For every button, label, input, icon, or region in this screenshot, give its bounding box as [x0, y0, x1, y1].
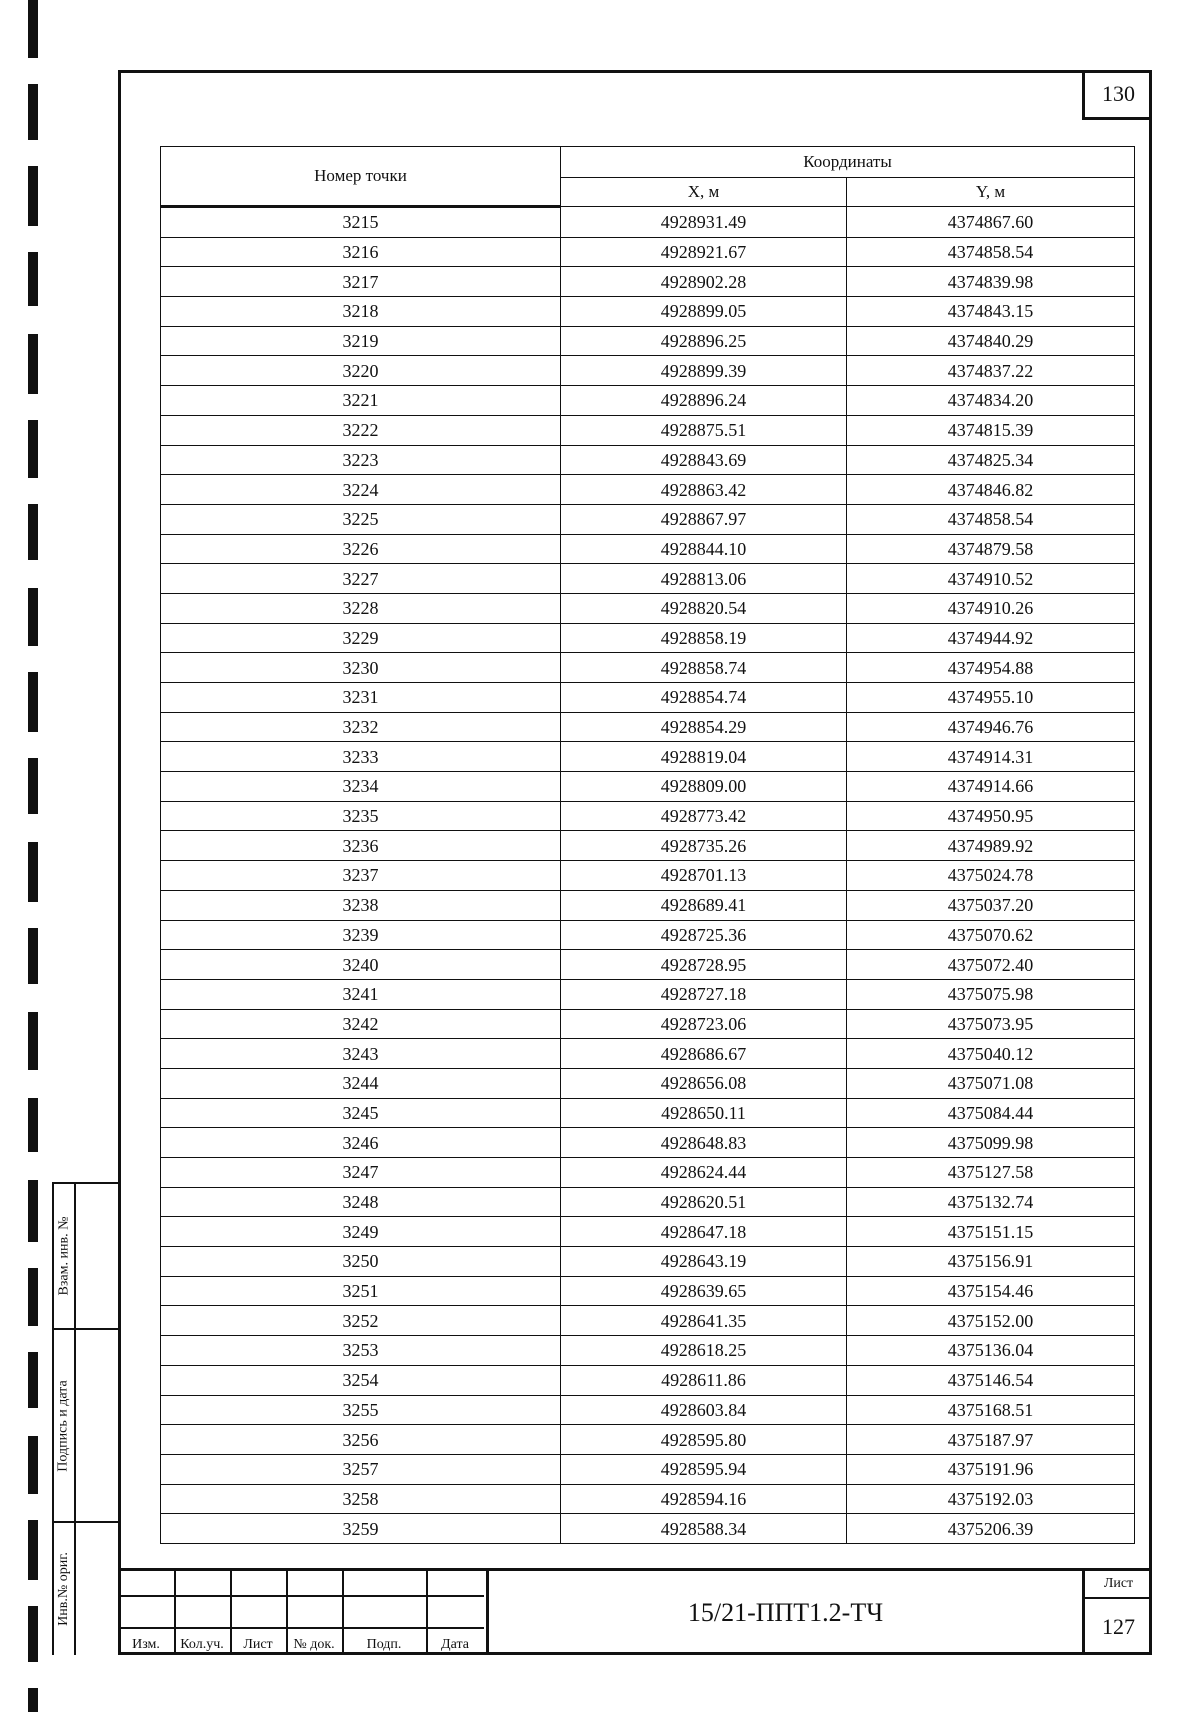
x-coordinate-cell: 4928854.29: [561, 712, 847, 742]
y-coordinate-cell: 4374914.66: [847, 772, 1135, 802]
x-coordinate-cell: 4928735.26: [561, 831, 847, 861]
table-row: [161, 950, 1135, 980]
tb-label-date: Дата: [441, 1637, 469, 1652]
strip-replaced-inv: [52, 1182, 118, 1328]
table-row: [161, 1217, 1135, 1247]
y-coordinate-cell: 4374946.76: [847, 712, 1135, 742]
y-coordinate-cell: 4374910.52: [847, 564, 1135, 594]
point-number-cell: 3238: [161, 890, 561, 920]
y-coordinate-cell: 4375206.39: [847, 1514, 1135, 1544]
table-row: [161, 623, 1135, 653]
point-number-cell: 3229: [161, 623, 561, 653]
x-coordinate-cell: 4928723.06: [561, 1009, 847, 1039]
point-number-cell: 3222: [161, 415, 561, 445]
strip-signature-date: [52, 1328, 118, 1521]
table-row: [161, 356, 1135, 386]
x-coordinate-cell: 4928639.65: [561, 1276, 847, 1306]
x-coordinate-cell: 4928899.05: [561, 297, 847, 327]
table-row: [161, 1158, 1135, 1188]
strip-replaced-inv-label: Взам. инв. №: [56, 1216, 71, 1296]
table-row: [161, 1484, 1135, 1514]
y-coordinate-cell: 4375040.12: [847, 1039, 1135, 1069]
tb-label-count: Кол.уч.: [180, 1637, 224, 1652]
point-number-cell: 3254: [161, 1365, 561, 1395]
point-number-cell: 3253: [161, 1336, 561, 1366]
y-coordinate-cell: 4375192.03: [847, 1484, 1135, 1514]
header-point-number: Номер точки: [161, 147, 561, 207]
sheet-cell: [1082, 1571, 1152, 1655]
point-number-cell: 3243: [161, 1039, 561, 1069]
point-number-cell: 3217: [161, 267, 561, 297]
tb-label-sheet: Лист: [243, 1637, 273, 1652]
table-row: [161, 475, 1135, 505]
tb-label-signature: Подп.: [366, 1637, 402, 1652]
y-coordinate-cell: 4375154.46: [847, 1276, 1135, 1306]
point-number-cell: 3259: [161, 1514, 561, 1544]
table-row: [161, 1514, 1135, 1544]
x-coordinate-cell: 4928603.84: [561, 1395, 847, 1425]
table-row: [161, 1098, 1135, 1128]
x-coordinate-cell: 4928863.42: [561, 475, 847, 505]
table-row: [161, 207, 1135, 238]
x-coordinate-cell: 4928844.10: [561, 534, 847, 564]
x-coordinate-cell: 4928595.94: [561, 1454, 847, 1484]
x-coordinate-cell: 4928896.25: [561, 326, 847, 356]
y-coordinate-cell: 4374914.31: [847, 742, 1135, 772]
page-number-top: 130: [1082, 70, 1152, 120]
header-coordinates: Координаты: [561, 147, 1135, 178]
y-coordinate-cell: 4375136.04: [847, 1336, 1135, 1366]
table-row: [161, 1187, 1135, 1217]
header-y: Y, м: [847, 178, 1135, 207]
y-coordinate-cell: 4375191.96: [847, 1454, 1135, 1484]
x-coordinate-cell: 4928656.08: [561, 1068, 847, 1098]
point-number-cell: 3239: [161, 920, 561, 950]
x-coordinate-cell: 4928820.54: [561, 593, 847, 623]
point-number-cell: 3231: [161, 683, 561, 713]
x-coordinate-cell: 4928648.83: [561, 1128, 847, 1158]
x-coordinate-cell: 4928611.86: [561, 1365, 847, 1395]
x-coordinate-cell: 4928728.95: [561, 950, 847, 980]
y-coordinate-cell: 4375168.51: [847, 1395, 1135, 1425]
strip-signature-date-label: Подпись и дата: [56, 1379, 72, 1472]
point-number-cell: 3232: [161, 712, 561, 742]
point-number-cell: 3223: [161, 445, 561, 475]
y-coordinate-cell: 4374846.82: [847, 475, 1135, 505]
table-row: [161, 1365, 1135, 1395]
point-number-cell: 3233: [161, 742, 561, 772]
x-coordinate-cell: 4928875.51: [561, 415, 847, 445]
point-number-cell: 3224: [161, 475, 561, 505]
y-coordinate-cell: 4375084.44: [847, 1098, 1135, 1128]
table-row: [161, 1068, 1135, 1098]
sheet-label: Лист: [1085, 1571, 1152, 1599]
point-number-cell: 3241: [161, 979, 561, 1009]
x-coordinate-cell: 4928641.35: [561, 1306, 847, 1336]
x-coordinate-cell: 4928921.67: [561, 237, 847, 267]
x-coordinate-cell: 4928843.69: [561, 445, 847, 475]
y-coordinate-cell: 4374955.10: [847, 683, 1135, 713]
point-number-cell: 3226: [161, 534, 561, 564]
table-row: [161, 415, 1135, 445]
sheet-number: 127: [1102, 1614, 1135, 1639]
table-row: [161, 920, 1135, 950]
title-block-revision-grid: [118, 1571, 484, 1655]
point-number-cell: 3228: [161, 593, 561, 623]
x-coordinate-cell: 4928854.74: [561, 683, 847, 713]
point-number-cell: 3230: [161, 653, 561, 683]
point-number-cell: 3218: [161, 297, 561, 327]
point-number-cell: 3234: [161, 772, 561, 802]
table-row: [161, 237, 1135, 267]
x-coordinate-cell: 4928647.18: [561, 1217, 847, 1247]
x-coordinate-cell: 4928899.39: [561, 356, 847, 386]
y-coordinate-cell: 4374989.92: [847, 831, 1135, 861]
table-row: [161, 742, 1135, 772]
y-coordinate-cell: 4374825.34: [847, 445, 1135, 475]
table-row: [161, 831, 1135, 861]
y-coordinate-cell: 4375070.62: [847, 920, 1135, 950]
y-coordinate-cell: 4375132.74: [847, 1187, 1135, 1217]
x-coordinate-cell: 4928931.49: [561, 207, 847, 238]
x-coordinate-cell: 4928896.24: [561, 386, 847, 416]
y-coordinate-cell: 4374950.95: [847, 801, 1135, 831]
point-number-cell: 3236: [161, 831, 561, 861]
table-row: [161, 267, 1135, 297]
table-row: [161, 445, 1135, 475]
point-number-cell: 3235: [161, 801, 561, 831]
y-coordinate-cell: 4375152.00: [847, 1306, 1135, 1336]
table-row: [161, 1306, 1135, 1336]
y-coordinate-cell: 4375073.95: [847, 1009, 1135, 1039]
x-coordinate-cell: 4928727.18: [561, 979, 847, 1009]
y-coordinate-cell: 4375156.91: [847, 1247, 1135, 1277]
tb-label-doc-no: № док.: [293, 1637, 335, 1652]
y-coordinate-cell: 4374944.92: [847, 623, 1135, 653]
x-coordinate-cell: 4928686.67: [561, 1039, 847, 1069]
coordinates-table: [160, 146, 1135, 1544]
document-code: 15/21-ППТ1.2-ТЧ: [486, 1571, 1082, 1655]
x-coordinate-cell: 4928588.34: [561, 1514, 847, 1544]
point-number-cell: 3257: [161, 1454, 561, 1484]
point-number-cell: 3221: [161, 386, 561, 416]
y-coordinate-cell: 4375075.98: [847, 979, 1135, 1009]
point-number-cell: 3252: [161, 1306, 561, 1336]
y-coordinate-cell: 4374879.58: [847, 534, 1135, 564]
table-row: [161, 1395, 1135, 1425]
point-number-cell: 3216: [161, 237, 561, 267]
x-coordinate-cell: 4928858.19: [561, 623, 847, 653]
table-row: [161, 712, 1135, 742]
y-coordinate-cell: 4375037.20: [847, 890, 1135, 920]
y-coordinate-cell: 4375072.40: [847, 950, 1135, 980]
point-number-cell: 3237: [161, 861, 561, 891]
y-coordinate-cell: 4375127.58: [847, 1158, 1135, 1188]
y-coordinate-cell: 4374840.29: [847, 326, 1135, 356]
table-row: [161, 297, 1135, 327]
table-row: [161, 890, 1135, 920]
x-coordinate-cell: 4928620.51: [561, 1187, 847, 1217]
x-coordinate-cell: 4928819.04: [561, 742, 847, 772]
point-number-cell: 3255: [161, 1395, 561, 1425]
table-row: [161, 504, 1135, 534]
x-coordinate-cell: 4928618.25: [561, 1336, 847, 1366]
y-coordinate-cell: 4375146.54: [847, 1365, 1135, 1395]
point-number-cell: 3246: [161, 1128, 561, 1158]
strip-orig-inv: [52, 1521, 118, 1655]
point-number-cell: 3242: [161, 1009, 561, 1039]
x-coordinate-cell: 4928813.06: [561, 564, 847, 594]
x-coordinate-cell: 4928689.41: [561, 890, 847, 920]
table-row: [161, 861, 1135, 891]
tb-label-change: Изм.: [132, 1637, 160, 1652]
table-row: [161, 1336, 1135, 1366]
x-coordinate-cell: 4928624.44: [561, 1158, 847, 1188]
table-row: [161, 979, 1135, 1009]
point-number-cell: 3240: [161, 950, 561, 980]
point-number-cell: 3248: [161, 1187, 561, 1217]
y-coordinate-cell: 4374834.20: [847, 386, 1135, 416]
y-coordinate-cell: 4375099.98: [847, 1128, 1135, 1158]
table-row: [161, 653, 1135, 683]
table-row: [161, 1276, 1135, 1306]
table-row: [161, 326, 1135, 356]
x-coordinate-cell: 4928701.13: [561, 861, 847, 891]
x-coordinate-cell: 4928643.19: [561, 1247, 847, 1277]
table-row: [161, 564, 1135, 594]
table-row: [161, 1454, 1135, 1484]
strip-orig-inv-label: Инв.№ ориг.: [56, 1552, 72, 1626]
table-row: [161, 683, 1135, 713]
y-coordinate-cell: 4375071.08: [847, 1068, 1135, 1098]
point-number-cell: 3245: [161, 1098, 561, 1128]
table-row: [161, 1425, 1135, 1455]
point-number-cell: 3244: [161, 1068, 561, 1098]
point-number-cell: 3247: [161, 1158, 561, 1188]
y-coordinate-cell: 4374954.88: [847, 653, 1135, 683]
table-row: [161, 1247, 1135, 1277]
approval-strip: [52, 1182, 118, 1655]
table-row: [161, 1039, 1135, 1069]
y-coordinate-cell: 4374867.60: [847, 207, 1135, 238]
x-coordinate-cell: 4928725.36: [561, 920, 847, 950]
table-row: [161, 801, 1135, 831]
title-block: [118, 1568, 1152, 1655]
y-coordinate-cell: 4374837.22: [847, 356, 1135, 386]
y-coordinate-cell: 4374858.54: [847, 504, 1135, 534]
x-coordinate-cell: 4928595.80: [561, 1425, 847, 1455]
y-coordinate-cell: 4374858.54: [847, 237, 1135, 267]
x-coordinate-cell: 4928858.74: [561, 653, 847, 683]
point-number-cell: 3219: [161, 326, 561, 356]
x-coordinate-cell: 4928867.97: [561, 504, 847, 534]
point-number-cell: 3220: [161, 356, 561, 386]
x-coordinate-cell: 4928902.28: [561, 267, 847, 297]
y-coordinate-cell: 4374910.26: [847, 593, 1135, 623]
table-row: [161, 772, 1135, 802]
table-row: [161, 386, 1135, 416]
point-number-cell: 3225: [161, 504, 561, 534]
y-coordinate-cell: 4374815.39: [847, 415, 1135, 445]
x-coordinate-cell: 4928594.16: [561, 1484, 847, 1514]
x-coordinate-cell: 4928809.00: [561, 772, 847, 802]
x-coordinate-cell: 4928773.42: [561, 801, 847, 831]
table-row: [161, 593, 1135, 623]
point-number-cell: 3250: [161, 1247, 561, 1277]
table-row: [161, 534, 1135, 564]
x-coordinate-cell: 4928650.11: [561, 1098, 847, 1128]
y-coordinate-cell: 4375151.15: [847, 1217, 1135, 1247]
point-number-cell: 3227: [161, 564, 561, 594]
point-number-cell: 3249: [161, 1217, 561, 1247]
table-row: [161, 1128, 1135, 1158]
y-coordinate-cell: 4375024.78: [847, 861, 1135, 891]
header-x: X, м: [561, 178, 847, 207]
point-number-cell: 3215: [161, 207, 561, 238]
point-number-cell: 3258: [161, 1484, 561, 1514]
y-coordinate-cell: 4375187.97: [847, 1425, 1135, 1455]
table-row: [161, 1009, 1135, 1039]
point-number-cell: 3256: [161, 1425, 561, 1455]
y-coordinate-cell: 4374839.98: [847, 267, 1135, 297]
coordinates-table-body: [161, 207, 1135, 1544]
y-coordinate-cell: 4374843.15: [847, 297, 1135, 327]
point-number-cell: 3251: [161, 1276, 561, 1306]
